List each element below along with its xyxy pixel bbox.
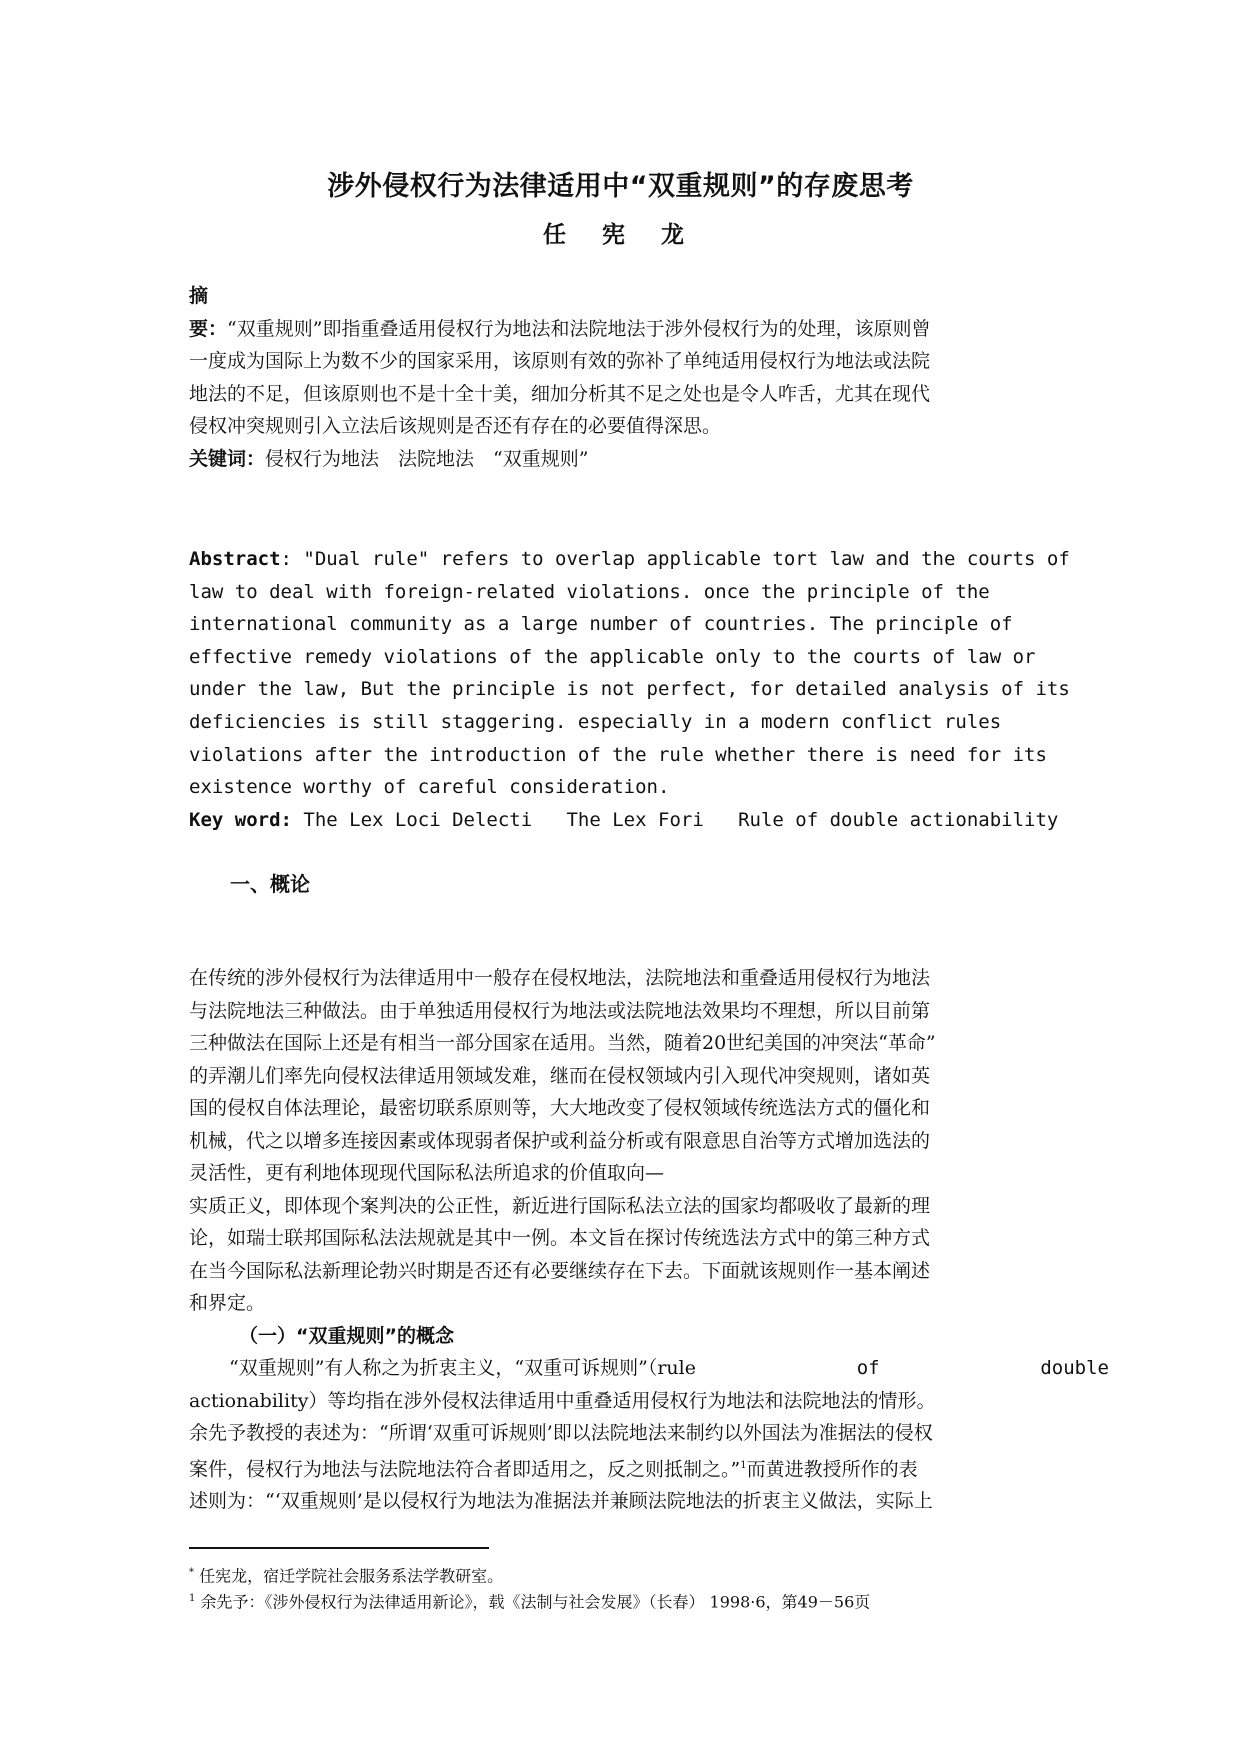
footnote-ref[interactable]: 1	[740, 1459, 747, 1471]
subsection-heading: （一）“双重规则”的概念	[239, 1324, 454, 1347]
keywords-label: 关键词：	[189, 447, 266, 470]
abstract-en-line: under the law, But the principle is not perfect, for detailed analysis of its	[189, 678, 1070, 701]
footnote-divider	[189, 1547, 489, 1549]
body-text: 而黄进教授所作的表	[746, 1457, 918, 1480]
abstract-en-line: existence worthy of careful consideration.	[189, 776, 670, 799]
abstract-en-line: law to deal with foreign-related violations. once the principle of the	[189, 580, 990, 603]
abstract-en-line: violations after the introduction of the rule whether there is need for its	[189, 743, 1047, 766]
body-text: of	[856, 1357, 880, 1379]
abstract-line: 地法的不足，但该原则也不是十全十美，细加分析其不足之处也是令人咋舌，尤其在现代	[189, 382, 931, 405]
body-line: actionability）等均指在涉外侵权法律适用中重叠适用侵权行为地法和法院地法的情形。	[189, 1389, 936, 1412]
abstract-en	[189, 543, 1089, 836]
footnote-mark: 1	[189, 1593, 196, 1604]
section-heading: 一、概论	[230, 872, 310, 896]
abstract-en-text: : "Dual rule" refers to overlap applicable tort law and the courts of	[280, 548, 1070, 570]
abstract-zh	[189, 280, 1049, 475]
body-line: 在当今国际私法新理论勃兴时期是否还有必要继续存在下去。下面就该规则作一基本阐述	[189, 1259, 931, 1282]
footnote	[189, 1560, 503, 1589]
footnote-text: 任宪龙，宿迁学院社会服务系法学教研室。	[199, 1566, 504, 1586]
abstract-label: 要：	[189, 317, 228, 340]
body-line: 论，如瑞士联邦国际私法法规就是其中一例。本文旨在探讨传统选法方式中的第三种方式	[189, 1227, 931, 1249]
abstract-en-line: effective remedy violations of the applicable only to the courts of law or	[189, 645, 1036, 668]
abstract-label-line	[189, 280, 1049, 313]
abstract-en-label: Abstract	[189, 548, 281, 570]
body-line: 的弄潮儿们率先向侵权法律适用领域发难，继而在侵权领域内引入现代冲突规则，诸如英	[189, 1064, 931, 1087]
abstract-en-line: international community as a large number of countries. The principle of	[189, 613, 1013, 636]
footnote-mark: *	[189, 1567, 194, 1578]
keywords-en	[189, 804, 1089, 837]
body-line: 在传统的涉外侵权行为法律适用中一般存在侵权地法，法院地法和重叠适用侵权行为地法	[189, 967, 931, 989]
keywords-text: 侵权行为地法 法院地法 “双重规则”	[265, 447, 589, 470]
keywords-en-text: The Lex Loci Delecti The Lex Fori Rule of double actionability	[291, 808, 1059, 831]
abstract-line: 一度成为国际上为数不少的国家采用，该原则有效的弥补了单纯适用侵权行为地法或法院	[189, 350, 931, 372]
body-line	[189, 1352, 1109, 1385]
body-line: 灵活性，更有利地体现现代国际私法所追求的价值取向—	[189, 1162, 665, 1184]
body-text: “双重规则”有人称之为折衷主义，“双重可诉规则”（rule	[229, 1357, 696, 1379]
footnote-text: 余先予：《涉外侵权行为法律适用新论》，载《法制与社会发展》（长春） 1998·6，第49－56页	[200, 1592, 871, 1612]
body-line: 实质正义，即体现个案判决的公正性，新近进行国际私法立法的国家均都吸收了最新的理	[189, 1194, 931, 1217]
abstract-line: 侵权冲突规则引入立法后该规则是否还有存在的必要值得深思。	[189, 415, 722, 437]
body-line: 三种做法在国际上还是有相当一部分国家在适用。当然，随着20世纪美国的冲突法“革命”	[189, 1032, 936, 1054]
author-name: 任 宪 龙	[542, 222, 698, 248]
keywords-zh	[189, 443, 1049, 476]
body-line: 和界定。	[189, 1292, 266, 1314]
abstract-en-line: deficiencies is still staggering. especially in a modern conflict rules	[189, 710, 1002, 733]
abstract-first-line	[189, 313, 1049, 346]
body-text: 案件，侵权行为地法与法院地法符合者即适用之，反之则抵制之。”	[189, 1457, 741, 1480]
body-line: 国的侵权自体法理论，最密切联系原则等，大大地改变了侵权领域传统选法方式的僵化和	[189, 1097, 931, 1119]
section-body	[189, 962, 1109, 1518]
abstract-en-line	[189, 543, 1089, 576]
abstract-text: “双重规则”即指重叠适用侵权行为地法和法院地法于涉外侵权行为的处理，该原则曾	[227, 317, 931, 340]
footnote	[189, 1586, 870, 1615]
keywords-en-label: Key word:	[189, 808, 292, 831]
body-line: 余先予教授的表述为：“所谓‘双重可诉规则’即以法院地法来制约以外国法为准据法的侵权	[189, 1422, 933, 1444]
body-line: 述则为：“‘双重规则’是以侵权行为地法为准据法并兼顾法院地法的折衷主义做法，实际上	[189, 1490, 933, 1513]
body-text: double	[1040, 1357, 1109, 1379]
abstract-label-char: 摘	[189, 285, 209, 307]
paper-title: 涉外侵权行为法律适用中“双重规则”的存废思考	[327, 171, 914, 202]
body-line: 机械，代之以增多连接因素或体现弱者保护或利益分析或有限意思自治等方式增加选法的	[189, 1129, 931, 1152]
body-line	[189, 1450, 1049, 1486]
body-line: 与法院地法三种做法。由于单独适用侵权行为地法或法院地法效果均不理想，所以目前第	[189, 999, 931, 1022]
